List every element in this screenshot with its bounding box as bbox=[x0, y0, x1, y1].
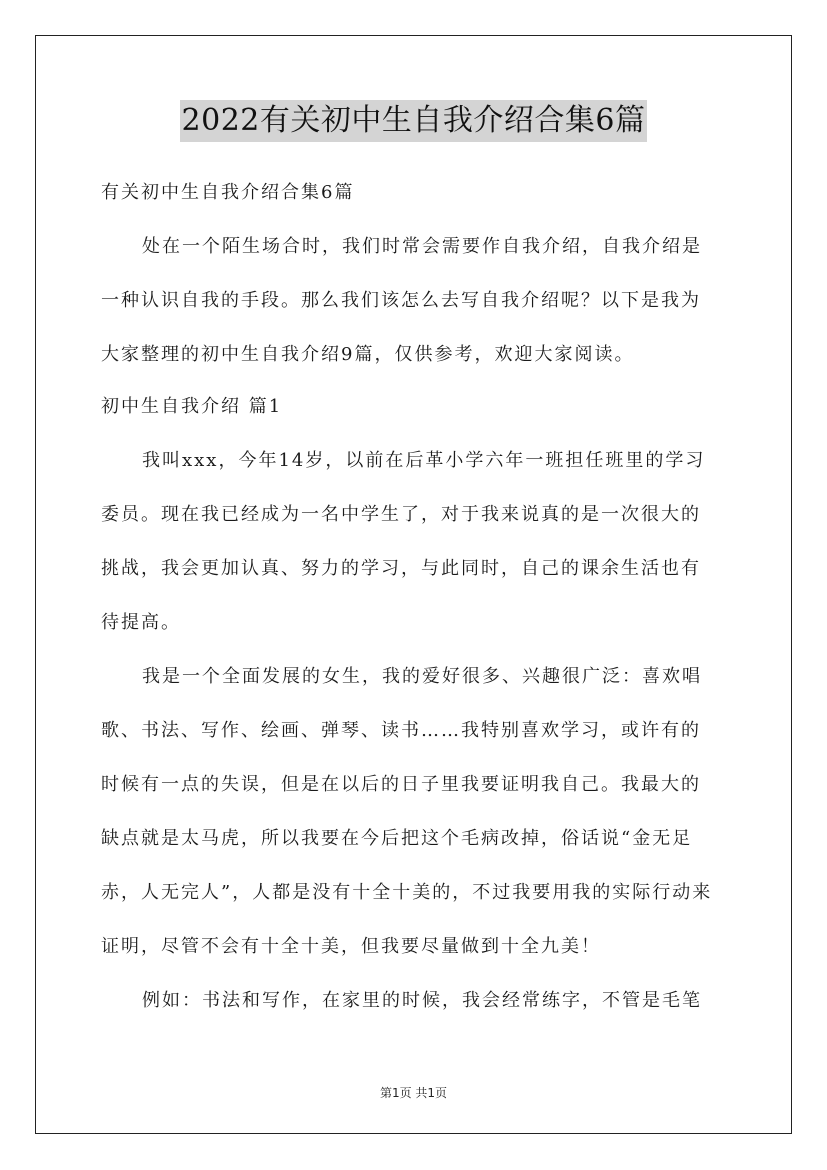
document-title: 2022有关初中生自我介绍合集6篇 bbox=[180, 100, 648, 142]
paragraph-line: 大家整理的初中生自我介绍9篇，仅供参考，欢迎大家阅读。 bbox=[101, 344, 635, 365]
paragraph-line: 一种认识自我的手段。那么我们该怎么去写自我介绍呢？以下是我为 bbox=[101, 290, 701, 311]
paragraph-line: 我是一个全面发展的女生，我的爱好很多、兴趣很广泛：喜欢唱 bbox=[142, 666, 702, 687]
paragraph-line: 证明，尽管不会有十全十美，但我要尽量做到十全九美！ bbox=[101, 936, 601, 957]
paragraph-line: 例如：书法和写作，在家里的时候，我会经常练字，不管是毛笔 bbox=[142, 990, 702, 1011]
paragraph-line: 挑战，我会更加认真、努力的学习，与此同时，自己的课余生活也有 bbox=[101, 558, 701, 579]
paragraph-1 bbox=[101, 444, 727, 660]
paragraph-line: 歌、书法、写作、绘画、弹琴、读书……我特别喜欢学习，或许有的 bbox=[101, 720, 701, 741]
paragraph-3 bbox=[101, 984, 727, 1038]
document-body bbox=[101, 176, 727, 1038]
section-heading: 初中生自我介绍 篇1 bbox=[101, 396, 283, 417]
paragraph-line: 赤，人无完人”，人都是没有十全十美的，不过我要用我的实际行动来 bbox=[101, 882, 713, 903]
paragraph-2 bbox=[101, 660, 727, 984]
paragraph-line: 我叫xxx，今年14岁，以前在后革小学六年一班担任班里的学习 bbox=[142, 450, 706, 471]
title-container bbox=[0, 100, 827, 142]
paragraph-line: 待提高。 bbox=[101, 612, 181, 633]
intro-paragraph bbox=[101, 230, 727, 392]
paragraph-line: 时候有一点的失误，但是在以后的日子里我要证明我自己。我最大的 bbox=[101, 774, 701, 795]
paragraph-line: 缺点就是太马虎，所以我要在今后把这个毛病改掉，俗话说“金无足 bbox=[101, 828, 693, 849]
paragraph-line: 委员。现在我已经成为一名中学生了，对于我来说真的是一次很大的 bbox=[101, 504, 701, 525]
paragraph-line: 处在一个陌生场合时，我们时常会需要作自我介绍，自我介绍是 bbox=[142, 236, 702, 257]
document-subtitle: 有关初中生自我介绍合集6篇 bbox=[101, 182, 355, 203]
page-footer: 第1页 共1页 bbox=[379, 1086, 448, 1100]
